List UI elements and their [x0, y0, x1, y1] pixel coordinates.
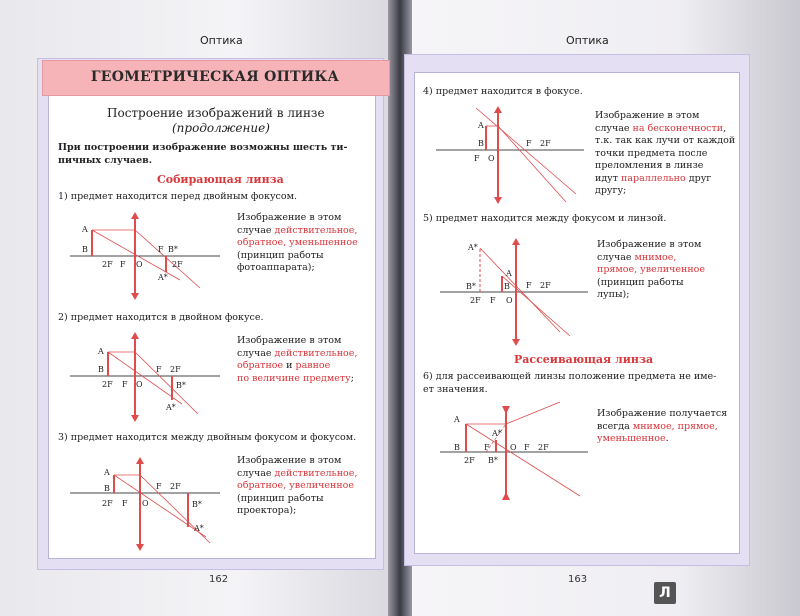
description-text: обратное [237, 360, 284, 371]
label-b: B [478, 139, 484, 148]
description-line [237, 360, 357, 373]
description-line [237, 480, 357, 493]
description-text: ; [350, 372, 354, 384]
case-1-heading: 1) предмет находится перед двойным фокусом. [58, 191, 297, 202]
description-text: обратное, уменьшенное [237, 237, 358, 248]
description-line [597, 289, 705, 302]
description-line [237, 225, 358, 238]
case-2-description [237, 335, 357, 385]
description-line [237, 455, 357, 468]
label-o: O [136, 380, 143, 389]
label-f-right: F [526, 281, 532, 290]
description-text: фотоаппарата); [237, 262, 315, 273]
description-text: другу; [595, 185, 627, 196]
label-b-star: B* [192, 500, 202, 509]
label-2f: 2F [102, 499, 113, 508]
label-2f: 2F [464, 456, 475, 465]
label-f-right: F [158, 245, 164, 254]
label-b: B [82, 245, 88, 254]
description-text: (принцип работы [237, 249, 324, 261]
label-2f: 2F [102, 380, 113, 389]
label-a: A [506, 269, 512, 278]
description-text: случае [237, 347, 275, 359]
label-f-right: F [156, 482, 162, 491]
description-text: (принцип работы [597, 276, 684, 288]
description-line [597, 408, 727, 421]
publisher-logo: Л [654, 582, 676, 604]
description-text: случае [597, 251, 635, 263]
diagram-case-1 [70, 212, 230, 300]
right-page-header: Оптика [566, 34, 609, 47]
converging-lens-title: Собирающая линза [157, 173, 284, 186]
intro-line-1: При построении изображение возможны шесть ти- [58, 142, 348, 153]
description-line [237, 493, 357, 506]
description-line [237, 237, 358, 250]
label-a-star: A* [468, 243, 478, 252]
description-text: идут [595, 172, 622, 184]
left-page-header: Оптика [200, 34, 243, 47]
label-o: O [488, 154, 495, 163]
description-text: Изображение в этом [597, 239, 702, 250]
label-o: O [142, 499, 149, 508]
description-text: Изображение в этом [237, 212, 342, 223]
description-text: Изображение в этом [237, 335, 342, 346]
label-f: F [484, 443, 490, 452]
description-text: равное [295, 360, 331, 371]
description-line [595, 135, 735, 148]
description-text: обратное, увеличенное [237, 480, 354, 491]
case-6-description [597, 408, 727, 446]
description-text: действительное, [274, 347, 358, 359]
case-6-line-2: ет значения. [423, 384, 488, 395]
label-2f-right: 2F [540, 139, 551, 148]
description-text: Изображение получается [597, 408, 728, 419]
description-line [237, 262, 358, 275]
description-line [595, 110, 735, 123]
label-b: B [98, 365, 104, 374]
label-2f-right: 2F [538, 443, 549, 452]
label-a: A [98, 347, 104, 356]
diagram-case-4 [436, 104, 586, 204]
diverging-lens-title: Рассеивающая линза [514, 353, 654, 366]
label-f-right: F [526, 139, 532, 148]
description-text: случае [237, 467, 275, 479]
description-text: мнимое, [634, 251, 677, 263]
label-f: F [122, 499, 128, 508]
label-f: F [474, 154, 480, 163]
description-text: действительное, [274, 224, 358, 236]
right-page-number: 163 [568, 574, 588, 585]
description-text: преломления в линзе [595, 160, 704, 171]
description-line [597, 264, 705, 277]
label-a-star: A* [158, 273, 168, 282]
label-b-star: B* [488, 456, 498, 465]
description-text: и [283, 360, 296, 371]
diagram-case-5 [440, 236, 590, 346]
description-text: . [665, 433, 669, 444]
label-f: F [120, 260, 126, 269]
description-line [595, 123, 735, 136]
description-line [595, 148, 735, 161]
label-o: O [506, 296, 513, 305]
label-a: A [454, 415, 460, 424]
description-line [237, 335, 357, 348]
description-line [237, 468, 357, 481]
label-2f: 2F [470, 296, 481, 305]
case-4-description [595, 110, 735, 198]
label-b: B [104, 484, 110, 493]
description-text: точки предмета после [595, 147, 708, 159]
description-line [237, 373, 357, 386]
case-5-description [597, 239, 705, 302]
diagram-case-3 [70, 455, 230, 551]
description-line [597, 252, 705, 265]
description-line [237, 348, 357, 361]
description-text: на бесконечности [632, 122, 724, 134]
description-line [237, 212, 358, 225]
description-text: случае [237, 224, 275, 236]
label-f-right: F [524, 443, 530, 452]
section-subtitle: (продолжение) [172, 121, 270, 135]
description-text: (принцип работы [237, 492, 324, 504]
description-text: , [723, 122, 727, 134]
description-text: прямое, увеличенное [597, 264, 706, 275]
description-text: по величине предмету [237, 372, 351, 384]
description-line [597, 421, 727, 434]
description-line [595, 160, 735, 173]
label-a: A [82, 225, 88, 234]
description-text: уменьшенное [597, 433, 666, 444]
label-2f-right: 2F [172, 260, 183, 269]
label-f-right: F [156, 365, 162, 374]
label-b: B [454, 443, 460, 452]
description-line [237, 505, 357, 518]
description-text: т.к. так как лучи от каждой [595, 135, 736, 146]
description-line [597, 277, 705, 290]
label-2f-right: 2F [540, 281, 551, 290]
description-text: Изображение в этом [237, 455, 342, 466]
description-text: Изображение в этом [595, 110, 700, 121]
description-line [595, 185, 735, 198]
label-f: F [122, 380, 128, 389]
label-a: A [478, 121, 484, 130]
intro-line-2: пичных случаев. [58, 155, 153, 166]
case-6-line-1: 6) для рассеивающей линзы положение предмета не име- [423, 371, 717, 382]
description-text: друг [685, 172, 712, 184]
description-text: проектора); [237, 505, 297, 516]
label-o: O [136, 260, 143, 269]
description-line [237, 250, 358, 263]
left-page-number: 162 [209, 574, 229, 585]
description-text: параллельно [621, 172, 686, 184]
description-text: случае [595, 122, 633, 134]
diagram-case-6 [440, 402, 590, 504]
label-2f: 2F [102, 260, 113, 269]
case-2-heading: 2) предмет находится в двойном фокусе. [58, 312, 264, 323]
case-3-heading: 3) предмет находится между двойным фокусом и фокусом. [58, 432, 357, 443]
label-b-star: B* [168, 245, 178, 254]
label-2f-right: 2F [170, 482, 181, 491]
chapter-title: ГЕОМЕТРИЧЕСКАЯ ОПТИКА [90, 69, 340, 85]
label-f: F [490, 296, 496, 305]
label-a-star: A* [492, 429, 502, 438]
case-1-description [237, 212, 358, 275]
label-a-star: A* [194, 524, 204, 533]
description-line [597, 239, 705, 252]
label-b-star: B* [176, 381, 186, 390]
label-2f-right: 2F [170, 365, 181, 374]
description-text: всегда [597, 420, 633, 432]
description-text: мнимое, прямое, [632, 420, 718, 432]
description-text: лупы); [597, 289, 630, 300]
label-b-star: B* [466, 282, 476, 291]
case-5-heading: 5) предмет находится между фокусом и линзой. [423, 213, 667, 224]
description-line [597, 433, 727, 446]
label-a: A [104, 468, 110, 477]
label-a-star: A* [166, 403, 176, 412]
label-o: O [510, 443, 517, 452]
section-title: Построение изображений в линзе [107, 106, 325, 120]
case-4-heading: 4) предмет находится в фокусе. [423, 86, 583, 97]
description-text: действительное, [274, 467, 358, 479]
label-b: B [504, 282, 510, 291]
case-3-description [237, 455, 357, 518]
diagram-case-2 [70, 330, 230, 422]
description-line [595, 173, 735, 186]
